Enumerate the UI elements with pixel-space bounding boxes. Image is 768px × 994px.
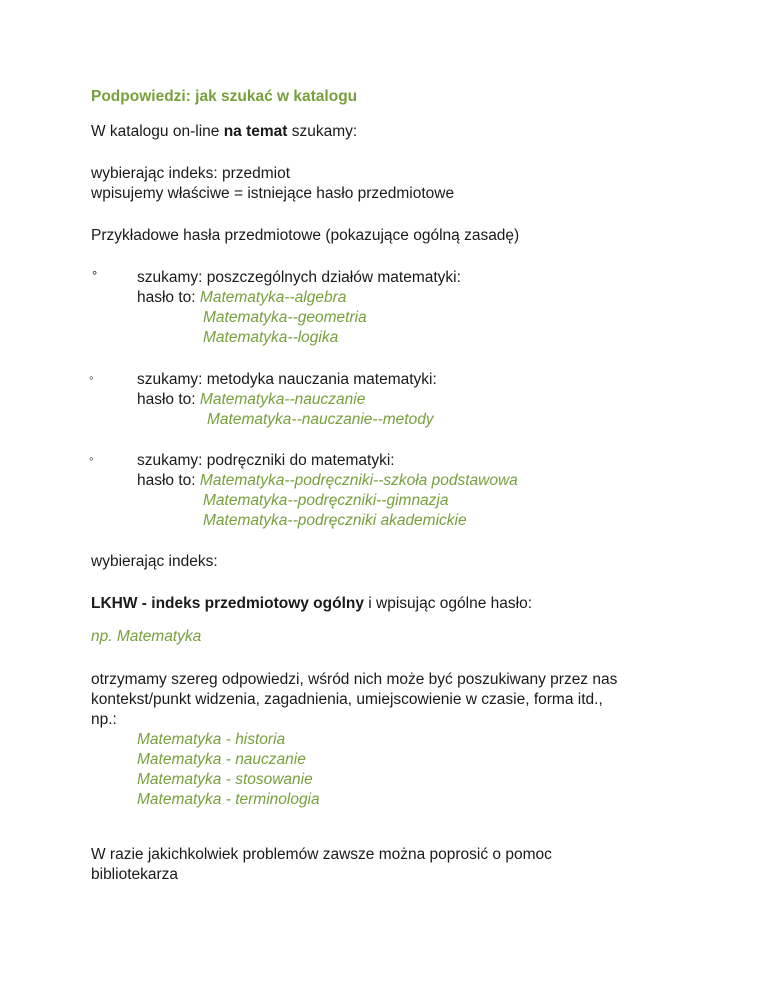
intro-suffix: szukamy: [287,123,358,140]
subject-term: Matematyka--podręczniki--gimnazja [203,492,449,509]
index-choice-line-1: wybierając indeks: przedmiot [91,165,291,182]
bullet-label: szukamy: poszczególnych działów matematyki: [137,269,461,286]
haslo-line [137,390,365,410]
haslo-prefix: hasło to: [137,289,200,306]
intro-prefix: W katalogu on-line [91,123,224,140]
subject-term: Matematyka--geometria [203,309,367,326]
haslo-prefix: hasło to: [137,472,200,489]
intro-line [91,122,357,142]
bullet-label: szukamy: metodyka nauczania matematyki: [137,371,437,388]
results-text-line: kontekst/punkt widzenia, zagadnienia, umiejscowienie w czasie, forma itd., [91,691,603,708]
index-choice-line-2: wpisujemy właściwe = istniejące hasło przedmiotowe [91,185,455,202]
subject-term: Matematyka--podręczniki akademickie [203,512,467,529]
bullet-marker: ◦ [89,451,94,466]
haslo-line [137,471,518,491]
bullet-label: szukamy: podręczniki do matematyki: [137,452,395,469]
result-term: Matematyka - terminologia [137,791,320,808]
subject-term: Matematyka--podręczniki--szkoła podstawowa [199,472,518,489]
haslo-line [137,288,346,308]
result-term: Matematyka - historia [137,731,286,748]
closing-line: W razie jakichkolwiek problemów zawsze można poprosić o pomoc [91,846,552,863]
lkhw-bold: LKHW - indeks przedmiotowy ogólny [91,595,364,612]
subject-term: Matematyka--nauczanie--metody [207,411,434,428]
results-text-line: otrzymamy szereg odpowiedzi, wśród nich może być poszukiwany przez nas [91,671,618,688]
subject-term: Matematyka--logika [203,329,339,346]
closing-line: bibliotekarza [91,866,179,883]
bullet-marker: ° [92,268,98,283]
subject-term: Matematyka--algebra [199,289,347,306]
result-term: Matematyka - nauczanie [137,751,306,768]
results-text-line: np.: [91,711,117,728]
page-heading: Podpowiedzi: jak szukać w katalogu [91,88,358,105]
lkhw-suffix: i wpisując ogólne hasło: [363,595,533,612]
examples-heading: Przykładowe hasła przedmiotowe (pokazujące ogólną zasadę) [91,227,520,244]
general-example: np. Matematyka [91,628,202,645]
lkhw-line [91,594,532,614]
haslo-prefix: hasło to: [137,391,200,408]
intro-bold: na temat [223,123,288,140]
bullet-marker: ◦ [89,370,94,385]
subject-term: Matematyka--nauczanie [199,391,366,408]
index-choice-general: wybierając indeks: [91,553,218,570]
result-term: Matematyka - stosowanie [137,771,313,788]
